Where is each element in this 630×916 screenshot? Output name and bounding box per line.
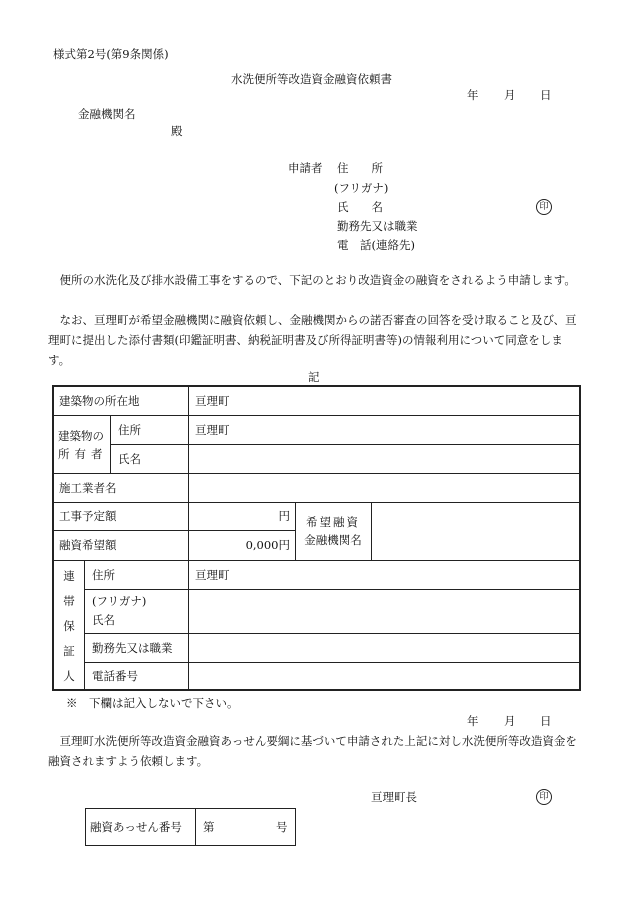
owner-name-value[interactable] [195, 444, 575, 473]
contractor-value[interactable] [195, 473, 575, 502]
body-paragraph-1: 便所の水洗化及び排水設備工事をするので、下記のとおり改造資金の融資をされるよう申請します。 [59, 273, 576, 287]
applicant-furigana-label: (フリガナ) [334, 181, 389, 195]
desired-bank-label-line1: 希望融資 [306, 515, 360, 529]
mediation-number-prefix: 第 [203, 820, 215, 834]
guarantor-label-char: 連 [63, 568, 75, 583]
body-paragraph-2: なお、亘理町が希望金融機関に融資依頼し、金融機関からの諾否審査の回答を受け取ること及び、亘理町に提出した添付書類(印鑑証明書、納税証明書及び所得証明書等)の情報利用について同意をします。 [48, 313, 577, 367]
mediation-number-suffix: 号 [276, 820, 288, 834]
request-paragraph: 亘理町水洗便所等改造資金融資あっせん要綱に基づいて申請された上記に対し水洗便所等改造資金を融資されますよう依頼します。 [48, 734, 577, 768]
guarantor-phone-value[interactable] [195, 662, 575, 690]
owner-label-line1: 建築物の [58, 429, 104, 443]
desired-bank-label [298, 506, 368, 556]
honorific: 殿 [171, 124, 183, 138]
guarantor-label-char: 帯 [63, 593, 75, 608]
owner-address-value[interactable]: 亘理町 [195, 422, 230, 437]
construction-cost-label: 工事予定額 [59, 509, 117, 523]
date-bottom-day-label: 日 [540, 714, 552, 728]
owner-name-label: 氏名 [118, 451, 141, 466]
desired-bank-label-line2: 金融機関名 [304, 533, 362, 547]
date-bottom-month-label: 月 [504, 714, 516, 728]
form-number: 様式第2号(第9条関係) [53, 47, 169, 61]
loan-amount-label: 融資希望額 [59, 538, 117, 552]
mediation-number-input[interactable] [222, 810, 274, 844]
mayor-seal-mark: 印 [536, 789, 552, 805]
applicant-seal-mark: 印 [536, 199, 552, 215]
guarantor-label-char: 証 [63, 644, 75, 659]
mayor-label: 亘理町長 [371, 790, 417, 804]
guarantor-workplace-value[interactable] [195, 633, 575, 662]
desired-bank-value[interactable] [378, 502, 576, 560]
date-month-label: 月 [504, 88, 516, 102]
building-location-value[interactable]: 亘理町 [195, 393, 230, 408]
date-bottom-year-label: 年 [467, 714, 479, 728]
ki-heading: 記 [308, 370, 320, 384]
applicant-label: 申請者 [288, 161, 323, 175]
applicant-address-label: 住 所 [337, 161, 383, 175]
guarantor-label-char: 保 [63, 618, 75, 633]
guarantor-address-value[interactable]: 亘理町 [195, 567, 230, 582]
date-day-label: 日 [540, 88, 552, 102]
note-text: ※ 下欄は記入しないで下さい。 [66, 696, 239, 710]
building-location-label: 建築物の所在地 [59, 393, 140, 408]
applicant-name-label: 氏 名 [337, 200, 383, 214]
construction-cost-value[interactable]: 円 [278, 509, 290, 523]
guarantor-furigana-label: (フリガナ) [92, 594, 147, 608]
owner-label [58, 420, 108, 470]
applicant-workplace-label: 勤務先又は職業 [337, 219, 418, 233]
guarantor-phone-label: 電話番号 [92, 669, 138, 683]
applicant-phone-label: 電 話(連絡先) [337, 238, 415, 252]
guarantor-label-char: 人 [63, 669, 75, 684]
owner-label-line2: 所有者 [58, 447, 108, 461]
guarantor-name-value[interactable] [195, 589, 575, 633]
contractor-label: 施工業者名 [59, 480, 117, 495]
owner-address-label: 住所 [118, 422, 141, 437]
guarantor-label [55, 563, 83, 689]
guarantor-name-label: 氏名 [92, 613, 115, 627]
guarantor-address-label: 住所 [92, 567, 115, 582]
mediation-number-label: 融資あっせん番号 [90, 820, 182, 834]
date-year-label: 年 [467, 88, 479, 102]
guarantor-workplace-label: 勤務先又は職業 [92, 640, 173, 655]
bank-name-label: 金融機関名 [78, 107, 136, 121]
page-title: 水洗便所等改造資金融資依頼書 [231, 72, 392, 86]
loan-amount-value[interactable]: 0,000円 [245, 538, 290, 552]
